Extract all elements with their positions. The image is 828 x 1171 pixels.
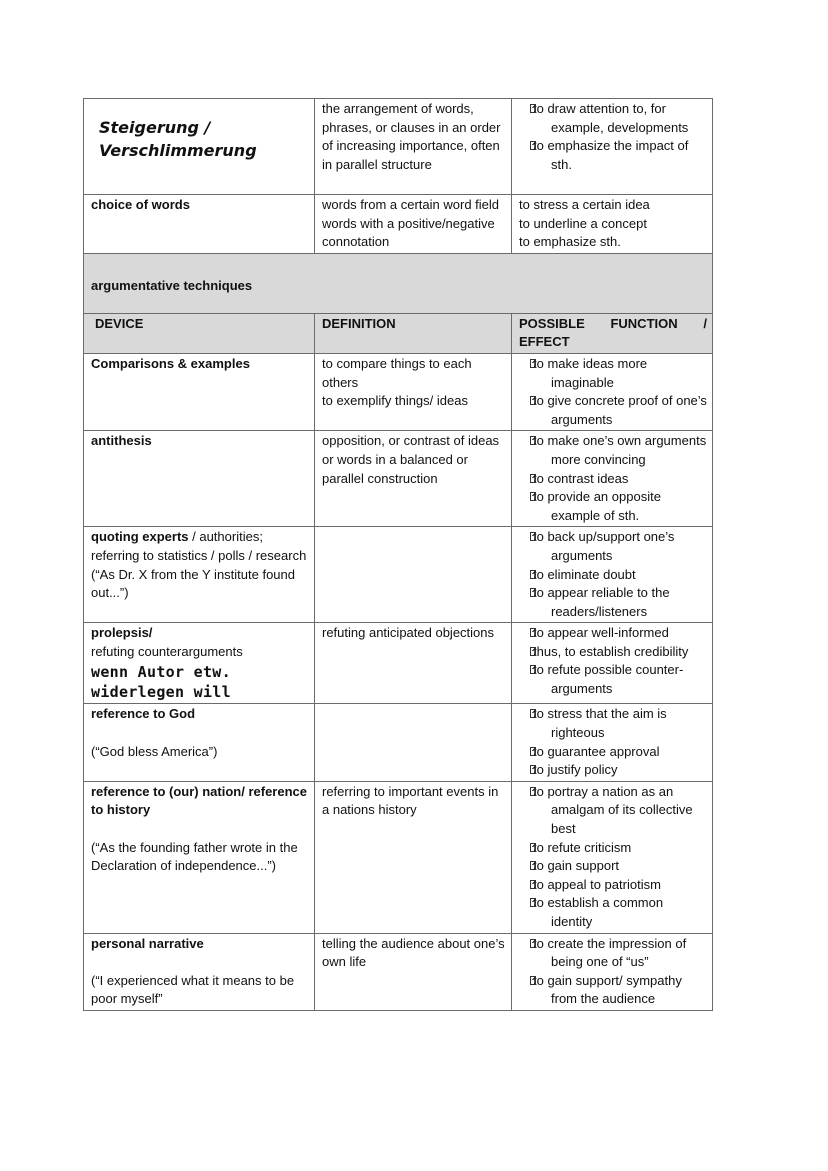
definition-cell: the arrangement of words, phrases, or clauses in an order of increasing importance, often in parallel structure [315, 99, 512, 195]
handwritten-note: wenn Autor etw. widerlegen will [91, 663, 231, 702]
list-item: to establish a common identity [519, 894, 707, 931]
checkbox-glyph-icon [530, 976, 536, 985]
checkbox-glyph-icon [530, 141, 536, 150]
list-item: to give concrete proof of one’s arguments [519, 392, 707, 429]
list-item: to refute criticism [519, 839, 707, 858]
list-item: to draw attention to, for example, developments [519, 100, 707, 137]
device-cell: choice of words [84, 195, 315, 254]
definition-cell: refuting anticipated objections [315, 623, 512, 704]
list-item: to create the impression of being one of “us” [519, 935, 707, 972]
list-item: to emphasize the impact of sth. [519, 137, 707, 174]
table-row [84, 704, 713, 781]
device-cell: reference to (our) nation/ reference to history (“As the founding father wrote in the Declaration of independence...”) [84, 781, 315, 933]
list-item: to gain support/ sympathy from the audience [519, 972, 707, 1009]
definition-cell: opposition, or contrast of ideas or words in a balanced or parallel construction [315, 431, 512, 527]
header-effect: POSSIBLE FUNCTION / EFFECT [512, 313, 713, 353]
device-cell [84, 99, 315, 195]
header-device: DEVICE [84, 313, 315, 353]
checkbox-glyph-icon [530, 747, 536, 756]
definition-cell [315, 527, 512, 623]
definition-cell: to compare things to each others to exemplify things/ ideas [315, 353, 512, 430]
effect-cell [512, 431, 713, 527]
device-cell: personal narrative (“I experienced what it means to be poor myself” [84, 933, 315, 1010]
effect-cell [512, 99, 713, 195]
checkbox-glyph-icon [530, 939, 536, 948]
list-item: to appear well-informed [519, 624, 707, 643]
definition-cell: words from a certain word field words with a positive/negative connotation [315, 195, 512, 254]
checkbox-glyph-icon [530, 665, 536, 674]
header-row [84, 313, 713, 353]
checkbox-glyph-icon [530, 492, 536, 501]
checkbox-glyph-icon [530, 532, 536, 541]
effect-cell: to stress a certain idea to underline a concept to emphasize sth. [512, 195, 713, 254]
effect-cell [512, 623, 713, 704]
checkbox-glyph-icon [530, 709, 536, 718]
checkbox-glyph-icon [530, 765, 536, 774]
device-cell: antithesis [84, 431, 315, 527]
list-item: to provide an opposite example of sth. [519, 488, 707, 525]
list-item: to appeal to patriotism [519, 876, 707, 895]
checkbox-glyph-icon [530, 474, 536, 483]
table-row [84, 527, 713, 623]
definition-cell: telling the audience about one’s own life [315, 933, 512, 1010]
definition-cell: referring to important events in a nations history [315, 781, 512, 933]
checkbox-glyph-icon [530, 588, 536, 597]
list-item: to stress that the aim is righteous [519, 705, 707, 742]
device-cell: quoting experts / authorities; referring to statistics / polls / research (“As Dr. X from the Y institute found out...”) [84, 527, 315, 623]
handwritten-note: Steigerung / Verschlimmerung [99, 118, 257, 160]
checkbox-glyph-icon [530, 861, 536, 870]
section-row [84, 253, 713, 313]
device-cell: Comparisons & examples [84, 353, 315, 430]
effect-cell [512, 781, 713, 933]
checkbox-glyph-icon [530, 880, 536, 889]
table-row [84, 781, 713, 933]
list-item: to refute possible counter-arguments [519, 661, 707, 698]
list-item: to appear reliable to the readers/listeners [519, 584, 707, 621]
device-cell: prolepsis/ refuting counterarguments wenn Autor etw. widerlegen will [84, 623, 315, 704]
list-item: to eliminate doubt [519, 566, 707, 585]
effect-cell [512, 704, 713, 781]
list-item: to portray a nation as an amalgam of its collective best [519, 783, 707, 839]
checkbox-glyph-icon [530, 647, 536, 656]
table-row [84, 623, 713, 704]
checkbox-glyph-icon [530, 104, 536, 113]
checkbox-glyph-icon [530, 436, 536, 445]
checkbox-glyph-icon [530, 843, 536, 852]
effect-cell [512, 527, 713, 623]
devices-table [83, 98, 713, 1011]
table-row [84, 933, 713, 1010]
checkbox-glyph-icon [530, 570, 536, 579]
list-item: to make one’s own arguments more convincing [519, 432, 707, 469]
table-row [84, 353, 713, 430]
list-item: to guarantee approval [519, 743, 707, 762]
checkbox-glyph-icon [530, 628, 536, 637]
checkbox-glyph-icon [530, 787, 536, 796]
list-item: thus, to establish credibility [519, 643, 707, 662]
list-item: to contrast ideas [519, 470, 707, 489]
checkbox-glyph-icon [530, 898, 536, 907]
table-row [84, 99, 713, 195]
table-row [84, 195, 713, 254]
definition-cell [315, 704, 512, 781]
checkbox-glyph-icon [530, 359, 536, 368]
list-item: to make ideas more imaginable [519, 355, 707, 392]
header-definition: DEFINITION [315, 313, 512, 353]
table-row [84, 431, 713, 527]
list-item: to gain support [519, 857, 707, 876]
effect-cell [512, 353, 713, 430]
list-item: to back up/support one’s arguments [519, 528, 707, 565]
list-item: to justify policy [519, 761, 707, 780]
checkbox-glyph-icon [530, 396, 536, 405]
effect-cell [512, 933, 713, 1010]
section-title: argumentative techniques [84, 253, 713, 313]
device-cell: reference to God (“God bless America”) [84, 704, 315, 781]
